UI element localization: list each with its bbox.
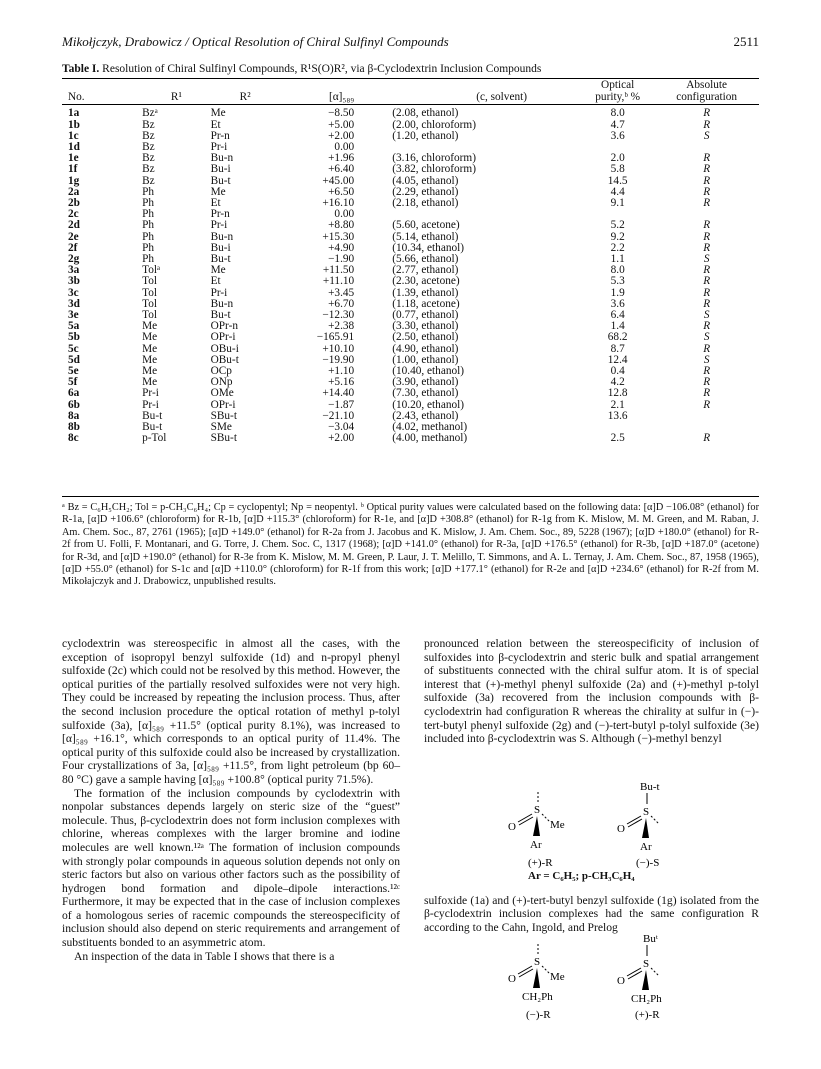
cell-rot: +15.30	[322, 230, 355, 243]
config-label: (−)-R	[526, 1009, 551, 1021]
cell-r1: Bz	[142, 152, 155, 165]
header-rotation: [α]₅₈₉	[280, 92, 383, 105]
cell-no: 5d	[68, 353, 80, 366]
cell-r2: OPr-n	[210, 320, 238, 333]
cell-r1: Bzᵃ	[142, 107, 158, 120]
table-caption	[62, 63, 541, 75]
cell-sol: (2.50, ethanol)	[392, 331, 459, 344]
cell-r2: Et	[210, 197, 221, 210]
table-top-rule	[62, 78, 759, 79]
table-footnote: ᵃ Bz = C₆H₅CH₂; Tol = p-CH₃C₆H₄; Cp = cyclopentyl; Np = neopentyl. ᵇ Optical purity values were calculated based on the following data: [α]D −106.08° (ethanol) for R-1a, [α]D +106.6° (chloroform) for R-1b, [α]D +115.3° (chloroform) for R-1e, and [α]D +308.8° (ethanol) for R-1g from K. Mislow, M. M. Green, and M. Raban, J. Am. Chem. Soc., 87, 2761 (1965); [α]D +149.0° (ethanol) for R-2a from J. Jacobus and K. Mislow, J. Am. Chem. Soc., 89, 5228 (1967); [α]D +180.0° (ethanol) for R-2f from U. Folli, F. Montanari, and G. Torre, J. Chem. Soc. C, 1317 (1968); [α]D +141.0° (ethanol) for R-3a, [α]D +176.5° (ethanol) for R-3b, [α]D +187.0° (acetone) for R-3d, and [α]D +190.0° (ethanol) for R-3e from K. Mislow, M. M. Green, P. Laur, J. T. Melillo, T. Simmons, and A. L. Ternay, J. Am. Chem. Soc., 87, 1958 (1965), [α]D +55.0° (ethanol) for S-1c and [α]D +110.0° (chloroform) for R-1f from this work; [α]D +177.1° (ethanol) for R-2e and [α]D +234.6° (ethanol) for R-2f from M. Mikołajczyk and J. Drabowicz, unpublished results.	[62, 502, 759, 588]
cell-r1: Ph	[142, 241, 155, 254]
cell-no: 2e	[68, 230, 79, 243]
cell-r2: Et	[210, 118, 221, 131]
group-benzyl: CH₂Ph	[522, 991, 553, 1003]
cell-abs: S	[703, 129, 710, 142]
cell-r1: Ph	[142, 253, 155, 266]
cell-pur: 6.4	[610, 309, 625, 322]
group-ar: Ar	[530, 839, 542, 851]
cell-r1: Pr-i	[142, 387, 159, 400]
cell-r2: Bu-t	[210, 253, 231, 266]
cell-r2: Bu-t	[210, 309, 231, 322]
cell-r1: Me	[142, 342, 158, 355]
cell-abs: R	[703, 342, 711, 355]
cell-rot: +1.10	[328, 365, 355, 378]
cell-rot: −1.90	[328, 253, 355, 266]
cell-abs: R	[703, 219, 711, 232]
cell-sol: (7.30, ethanol)	[392, 387, 459, 400]
cell-rot: +16.10	[322, 197, 355, 210]
cell-no: 6a	[68, 387, 80, 400]
cell-r2: Bu-n	[210, 230, 234, 243]
cell-r1: Me	[142, 376, 158, 389]
atom-s: S	[534, 956, 541, 968]
cell-rot: −165.91	[316, 331, 355, 344]
header-r2: R²	[211, 92, 280, 105]
group-ar: Ar	[640, 841, 652, 853]
atom-o: O	[508, 821, 516, 833]
cell-r1: Tolᵃ	[142, 264, 161, 277]
cell-r1: Ph	[142, 208, 155, 221]
cell-r2: Me	[210, 264, 226, 277]
cell-sol: (4.02, methanol)	[392, 421, 468, 434]
cell-no: 3a	[68, 264, 80, 277]
cell-abs: R	[703, 432, 711, 445]
cell-abs: R	[703, 174, 711, 187]
cell-abs: R	[703, 197, 711, 210]
cell-r1: Ph	[142, 197, 155, 210]
header-purity: purity,ᵇ %	[581, 92, 654, 105]
cell-rot: −3.04	[328, 421, 355, 434]
structure-minus-r-benzyl	[508, 944, 565, 1021]
cell-no: 2f	[68, 241, 78, 254]
cell-rot: +1.96	[328, 152, 355, 165]
cell-r1: Ph	[142, 219, 155, 232]
table-bottom-rule	[62, 496, 759, 497]
cell-sol: (2.30, acetone)	[392, 275, 460, 288]
cell-abs: R	[703, 387, 711, 400]
paragraph: sulfoxide (1a) and (+)-tert-butyl benzyl sulfoxide (1g) isolated from the β-cyclodextrin inclusion complexes had the same configuration R according to the Cahn, Ingold, and Prelog	[424, 893, 759, 934]
cell-r1: Tol	[142, 297, 158, 310]
header-abs: configuration	[654, 92, 759, 105]
cell-no: 8c	[68, 432, 79, 445]
cell-r1: Ph	[142, 230, 155, 243]
atom-s: S	[643, 806, 650, 818]
cell-r1: Pr-i	[142, 398, 159, 411]
cell-abs: R	[703, 398, 711, 411]
cell-abs: R	[703, 264, 711, 277]
cell-r1: Tol	[142, 275, 158, 288]
cell-rot: +10.10	[322, 342, 355, 355]
cell-rot: +11.10	[322, 275, 355, 288]
atom-s: S	[643, 958, 650, 970]
resolution-table	[62, 80, 759, 447]
cell-r2: Bu-i	[210, 241, 231, 254]
cell-no: 1g	[68, 174, 80, 187]
cell-rot: +8.80	[328, 219, 355, 232]
cell-r2: SMe	[210, 421, 232, 434]
cell-no: 3d	[68, 297, 80, 310]
paragraph: cyclodextrin was stereospecific in almost all the cases, with the exception of isopropyl benzyl sulfoxide (1d) and n-propyl phenyl sulfoxide (2c) which could not be resolved by this method. However, the optical purities of the partially resolved sulfoxides were not very high. They could be increased by repeating the inclusion process. Thus, after the second inclusion procedure the optical rotation of methyl p-tolyl sulfoxide (3a), [α]₅₈₉ +11.5° (optical purity 8.1%), was increased to [α]₅₈₉ +16.1°, which corresponds to an optical purity of 11.4%. The optical purity of this sulfoxide could also be increased by crystallization. Four crystallizations of 3a, [α]₅₈₉ +11.5°, from light petroleum (bp 60–80 °C) gave a sample having [α]₅₈₉ +100.8° (optical purity 71.5%).	[62, 637, 400, 786]
cell-no: 5e	[68, 365, 79, 378]
config-label: (+)-R	[528, 857, 553, 869]
cell-sol: (4.05, ethanol)	[392, 174, 459, 187]
cell-no: 6b	[68, 398, 80, 411]
cell-pur: 12.4	[607, 353, 628, 366]
table-row	[62, 105, 759, 120]
cell-r2: Pr-n	[210, 129, 230, 142]
cell-rot: +6.70	[328, 297, 355, 310]
cell-sol: (2.18, ethanol)	[392, 197, 459, 210]
cell-rot: +6.40	[328, 163, 355, 176]
cell-no: 5a	[68, 320, 80, 333]
cell-rot: +4.90	[328, 241, 355, 254]
cell-r2: Me	[210, 185, 226, 198]
cell-r1: Bz	[142, 118, 155, 131]
cell-rot: +3.45	[328, 286, 355, 299]
cell-sol: (10.34, ethanol)	[392, 241, 465, 254]
cell-r1: Bz	[142, 129, 155, 142]
cell-pur: 2.1	[610, 398, 625, 411]
running-title: Mikołjczyk, Drabowicz / Optical Resolution of Chiral Sulfinyl Compounds	[62, 34, 449, 49]
cell-sol: (2.08, ethanol)	[392, 107, 459, 120]
header-no: No.	[62, 92, 110, 105]
page-number: 2511	[733, 34, 759, 49]
cell-no: 1e	[68, 152, 79, 165]
cell-sol: (2.29, ethanol)	[392, 185, 459, 198]
atom-s: S	[534, 804, 541, 816]
atom-o: O	[617, 823, 625, 835]
table-row	[62, 276, 759, 287]
cell-abs: R	[703, 118, 711, 131]
group-top: Buᵗ	[643, 933, 658, 945]
cell-r2: Bu-t	[210, 174, 231, 187]
structure-diagram-aryl	[500, 778, 700, 873]
cell-sol: (10.20, ethanol)	[392, 398, 465, 411]
cell-rot: −8.50	[328, 107, 355, 120]
config-label: (+)-R	[635, 1009, 660, 1021]
cell-sol: (4.90, ethanol)	[392, 342, 459, 355]
cell-rot: +6.50	[328, 185, 355, 198]
cell-abs: S	[703, 309, 710, 322]
cell-r2: OBu-t	[210, 353, 239, 366]
running-header	[62, 34, 759, 52]
cell-rot: −19.90	[322, 353, 355, 366]
paragraph: pronounced relation between the stereospecificity of inclusion of sulfoxides into β-cyclodextrin and steric bulk and spatial arrangement of substituents connected with the chiral sulfur atom. It is of special interest that (+)-methyl phenyl sulfoxide (2a) and (+)-methyl p-tolyl sulfoxide (3a) recovered from the inclusion compounds with β-cyclodextrin had configuration R whereas the chirality at sulfur in (−)-tert-butyl phenyl sulfoxide (2g) and (−)-tert-butyl p-tolyl sulfoxide (3e) included into β-cyclodextrin was S. Although (−)-methyl benzyl	[424, 637, 759, 746]
cell-r2: Me	[210, 107, 226, 120]
cell-sol: (5.14, ethanol)	[392, 230, 459, 243]
cell-r2: Et	[210, 275, 221, 288]
cell-r1: p-Tol	[142, 432, 167, 445]
cell-r2: Pr-n	[210, 208, 230, 221]
cell-no: 8a	[68, 409, 80, 422]
cell-no: 1d	[68, 141, 80, 154]
cell-abs: R	[703, 163, 711, 176]
cell-r2: SBu-t	[210, 409, 237, 422]
cell-abs: R	[703, 152, 711, 165]
table-row	[62, 433, 759, 446]
structure-plus-r-benzyl	[617, 933, 662, 1021]
cell-sol: (1.20, ethanol)	[392, 129, 459, 142]
cell-rot: +5.00	[328, 118, 355, 131]
atom-o: O	[617, 975, 625, 987]
cell-rot: −1.87	[328, 398, 355, 411]
table-row	[62, 220, 759, 231]
atom-o: O	[508, 973, 516, 985]
cell-r2: Bu-n	[210, 297, 234, 310]
structure-plus-r-aryl	[508, 792, 565, 869]
cell-abs: R	[703, 286, 711, 299]
table-row	[62, 332, 759, 343]
cell-abs: R	[703, 230, 711, 243]
cell-pur: 4.7	[610, 118, 625, 131]
cell-r1: Bz	[142, 174, 155, 187]
cell-r1: Bu-t	[142, 409, 163, 422]
cell-sol: (1.00, ethanol)	[392, 353, 459, 366]
cell-rot: +14.40	[322, 387, 355, 400]
cell-no: 3b	[68, 275, 80, 288]
cell-sol: (3.30, ethanol)	[392, 320, 459, 333]
table-label: Table I.	[62, 63, 100, 75]
cell-pur: 13.6	[607, 409, 628, 422]
cell-rot: +2.00	[328, 129, 355, 142]
cell-r2: OBu-i	[210, 342, 239, 355]
cell-no: 5b	[68, 331, 80, 344]
cell-abs: S	[703, 353, 710, 366]
header-solvent: (c, solvent)	[382, 92, 581, 105]
cell-rot: +2.38	[328, 320, 355, 333]
cell-pur: 68.2	[607, 331, 628, 344]
cell-sol: (5.66, ethanol)	[392, 253, 459, 266]
cell-rot: 0.00	[334, 141, 355, 154]
cell-abs: S	[703, 331, 710, 344]
cell-no: 5f	[68, 376, 78, 389]
table-row	[62, 198, 759, 209]
cell-r2: Bu-n	[210, 152, 234, 165]
cell-r1: Tol	[142, 286, 158, 299]
cell-abs: R	[703, 241, 711, 254]
cell-pur: 5.8	[610, 163, 625, 176]
cell-rot: +2.00	[328, 432, 355, 445]
header-purity-top: Optical	[601, 79, 635, 91]
cell-abs: R	[703, 185, 711, 198]
cell-rot: 0.00	[334, 208, 355, 221]
cell-sol: (4.00, methanol)	[392, 432, 468, 445]
cell-no: 5c	[68, 342, 79, 355]
cell-rot: +45.00	[322, 174, 355, 187]
cell-pur: 1.9	[610, 286, 625, 299]
body-column-left	[62, 637, 400, 963]
cell-no: 3c	[68, 286, 79, 299]
cell-abs: R	[703, 376, 711, 389]
cell-no: 2b	[68, 197, 80, 210]
cell-pur: 9.2	[610, 230, 625, 243]
cell-r1: Me	[142, 353, 158, 366]
cell-pur: 2.0	[610, 152, 625, 165]
group-me: Me	[550, 819, 565, 831]
cell-r1: Bu-t	[142, 421, 163, 434]
cell-pur: 8.7	[610, 342, 625, 355]
cell-sol: (3.82, chloroform)	[392, 163, 476, 176]
group-top: Bu-t	[640, 781, 660, 793]
cell-r2: Pr-i	[210, 141, 228, 154]
cell-r1: Tol	[142, 309, 158, 322]
cell-rot: −21.10	[322, 409, 355, 422]
cell-r2: OPr-i	[210, 331, 236, 344]
structure-diagram-benzyl	[500, 930, 700, 1030]
cell-r2: Bu-i	[210, 163, 231, 176]
cell-no: 2a	[68, 185, 80, 198]
cell-abs: R	[703, 365, 711, 378]
cell-r2: OCp	[210, 365, 232, 378]
cell-pur: 3.6	[610, 129, 625, 142]
group-me: Me	[550, 971, 565, 983]
table-body	[62, 105, 759, 447]
paragraph: An inspection of the data in Table I shows that there is a	[74, 949, 335, 963]
cell-r1: Me	[142, 320, 158, 333]
cell-sol: (10.40, ethanol)	[392, 365, 465, 378]
cell-r2: Pr-i	[210, 219, 228, 232]
cell-abs: S	[703, 253, 710, 266]
cell-sol: (3.16, chloroform)	[392, 152, 476, 165]
cell-pur: 0.4	[610, 365, 625, 378]
cell-abs	[654, 411, 759, 422]
cell-rot: +11.50	[322, 264, 355, 277]
cell-r2: ONp	[210, 376, 233, 389]
aryl-definition: Ar = C₆H₅; p-CH₃C₆H₄	[528, 870, 635, 882]
cell-rot: −12.30	[322, 309, 355, 322]
structure-minus-s-aryl	[617, 781, 660, 869]
cell-pur: 1.1	[610, 253, 625, 266]
paragraph: The formation of the inclusion compounds by cyclodextrin with nonpolar substances depends largely on steric size of the “guest” molecule. Thus, β-cyclodextrin does not form inclusion complexes with chlorine, whereas complexes with the larger bromine and iodine molecules are well known.¹²ᵃ The formation of inclusion compounds with strongly polar compounds in aqueous solution depends not only on steric factors but also on various other factors such as the possibility of hydrogen bond formation and dipole–dipole interactions.¹²ᶜ Furthermore, it may be expected that in the case of inclusion complexes of a homologous series of racemic compounds the stereospecificity of inclusion should also depend on steric requirements and arrangement of substituents bonded to an asymmetric atom.	[62, 786, 400, 950]
group-benzyl: CH₂Ph	[631, 993, 662, 1005]
cell-r2: Pr-i	[210, 286, 228, 299]
cell-pur: 5.3	[610, 275, 625, 288]
cell-rot: +5.16	[328, 376, 355, 389]
cell-sol: (1.39, ethanol)	[392, 286, 459, 299]
cell-sol: (2.00, chloroform)	[392, 118, 476, 131]
cell-no: 2c	[68, 208, 79, 221]
cell-pur: 4.4	[610, 185, 625, 198]
cell-pur: 1.4	[610, 320, 625, 333]
cell-r1: Bz	[142, 163, 155, 176]
cell-abs: R	[703, 107, 711, 120]
cell-no: 1f	[68, 163, 78, 176]
cell-pur: 2.2	[610, 241, 625, 254]
table-caption-text: Resolution of Chiral Sulfinyl Compounds, R¹S(O)R², via β-Cyclodextrin Inclusion Compounds	[102, 63, 542, 75]
cell-pur: 9.1	[610, 197, 625, 210]
cell-sol: (2.77, ethanol)	[392, 264, 459, 277]
cell-sol: (3.90, ethanol)	[392, 376, 459, 389]
cell-abs: R	[703, 320, 711, 333]
cell-no: 2d	[68, 219, 80, 232]
cell-r2: SBu-t	[210, 432, 237, 445]
cell-pur: 8.0	[610, 264, 625, 277]
cell-r2: OPr-i	[210, 398, 236, 411]
cell-pur: 2.5	[610, 432, 625, 445]
header-r1: R¹	[110, 92, 210, 105]
cell-sol: (5.60, acetone)	[392, 219, 460, 232]
cell-no: 1b	[68, 118, 80, 131]
cell-no: 3e	[68, 309, 79, 322]
cell-sol: (2.43, ethanol)	[392, 409, 459, 422]
cell-abs: R	[703, 297, 711, 310]
cell-pur: 12.8	[607, 387, 628, 400]
header-abs-top: Absolute	[686, 79, 728, 91]
cell-r2: OMe	[210, 387, 234, 400]
cell-pur: 4.2	[610, 376, 625, 389]
cell-pur: 3.6	[610, 297, 625, 310]
cell-r1: Me	[142, 331, 158, 344]
cell-no: 1c	[68, 129, 79, 142]
cell-no: 8b	[68, 421, 80, 434]
cell-abs: R	[703, 275, 711, 288]
config-label: (−)-S	[636, 857, 660, 869]
cell-no: 1a	[68, 107, 80, 120]
table-row	[62, 131, 759, 142]
cell-sol: (0.77, ethanol)	[392, 309, 459, 322]
cell-r1: Bz	[142, 141, 155, 154]
table-row	[62, 164, 759, 175]
table-row	[62, 388, 759, 399]
cell-pur: 5.2	[610, 219, 625, 232]
cell-no: 2g	[68, 253, 80, 266]
cell-sol: (1.18, acetone)	[392, 297, 460, 310]
cell-r1: Me	[142, 365, 158, 378]
cell-pur: 14.5	[607, 174, 628, 187]
cell-r1: Ph	[142, 185, 155, 198]
cell-pur: 8.0	[610, 107, 625, 120]
